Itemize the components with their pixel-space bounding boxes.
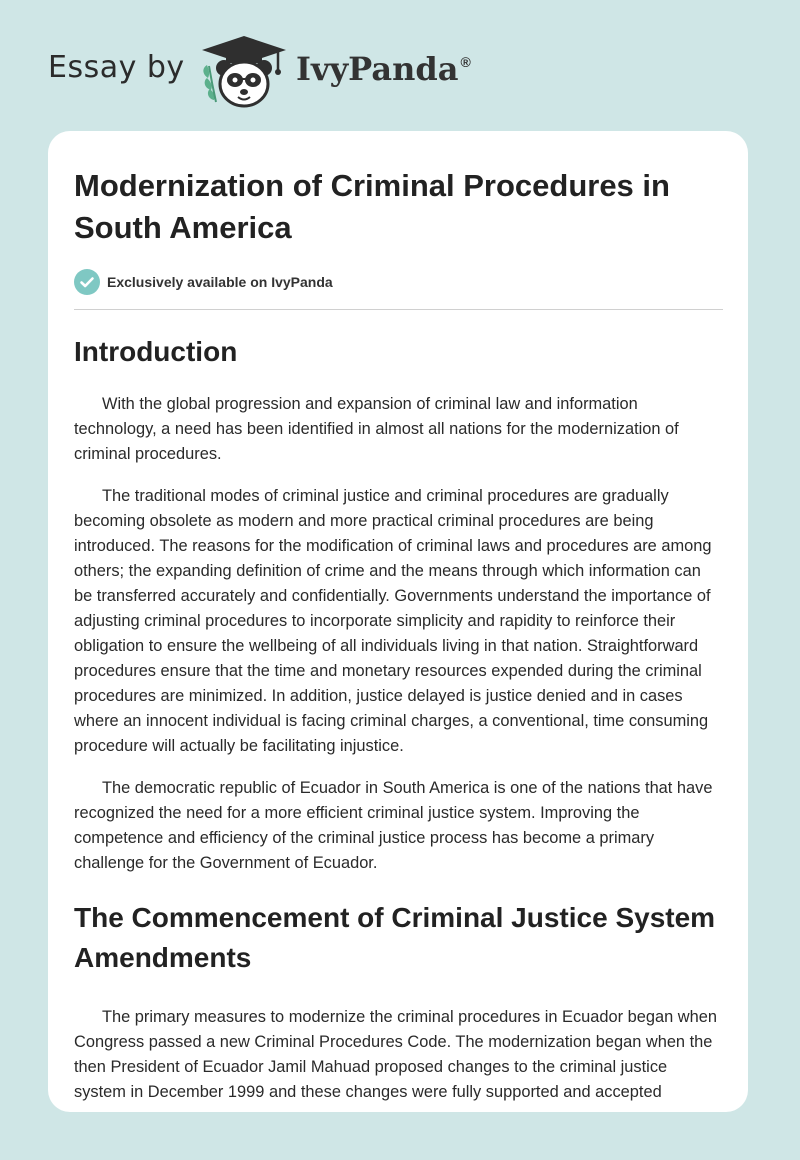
paragraph: The primary measures to modernize the criminal procedures in Ecuador began when Congress passed a new Criminal Procedures Code. The modernization began when the then President of Ecuador Jamil Mahuad proposed changes to the criminal justice system in December 1999 and these changes were fully supported and accepted bbox=[74, 1008, 717, 1101]
article-content bbox=[74, 165, 723, 1105]
exclusive-badge-label: Exclusively available on IvyPanda bbox=[107, 274, 333, 290]
paragraph: The democratic republic of Ecuador in South America is one of the nations that have recognized the need for a more efficient criminal justice system. Improving the competence and efficiency of the criminal justice process has become a primary challenge for the Government of Ecuador. bbox=[74, 779, 713, 872]
registered-mark: ® bbox=[460, 54, 471, 70]
article-card bbox=[48, 131, 748, 1112]
exclusive-badge bbox=[74, 269, 723, 295]
article-title: Modernization of Criminal Procedures in South America bbox=[74, 168, 670, 245]
brand-name[interactable] bbox=[296, 50, 471, 88]
essay-by-label: Essay by bbox=[48, 50, 185, 85]
panda-graduate-icon[interactable] bbox=[198, 34, 290, 110]
paragraph: With the global progression and expansion of criminal law and information technology, a need has been identified in almost all nations for the modernization of criminal procedures. bbox=[74, 395, 679, 463]
site-header bbox=[0, 0, 800, 110]
section-heading-commencement: The Commencement of Criminal Justice System Amendments bbox=[74, 902, 716, 973]
check-circle-icon bbox=[74, 269, 100, 295]
section-heading-introduction: Introduction bbox=[74, 336, 238, 367]
brand-text: IvyPanda bbox=[296, 50, 459, 88]
paragraph: The traditional modes of criminal justice and criminal procedures are gradually becoming obsolete as modern and more practical criminal procedures are being introduced. The reasons for the modification of criminal laws and procedures are among others; the expanding definition of crime and the means through which information can be transferred accurately and confidentially. Governments understand the importance of adjusting criminal procedures to incorporate simplicity and rapidity to reinforce their obligation to ensure the wellbeing of all individuals living in that nation. Straightforward procedures ensure that the time and monetary resources expended during the criminal procedures are minimized. In addition, justice delayed is justice denied and in cases where an innocent individual is facing criminal charges, a conventional, time consuming procedure will actually be facilitating injustice. bbox=[74, 487, 712, 755]
title-divider bbox=[74, 309, 723, 310]
